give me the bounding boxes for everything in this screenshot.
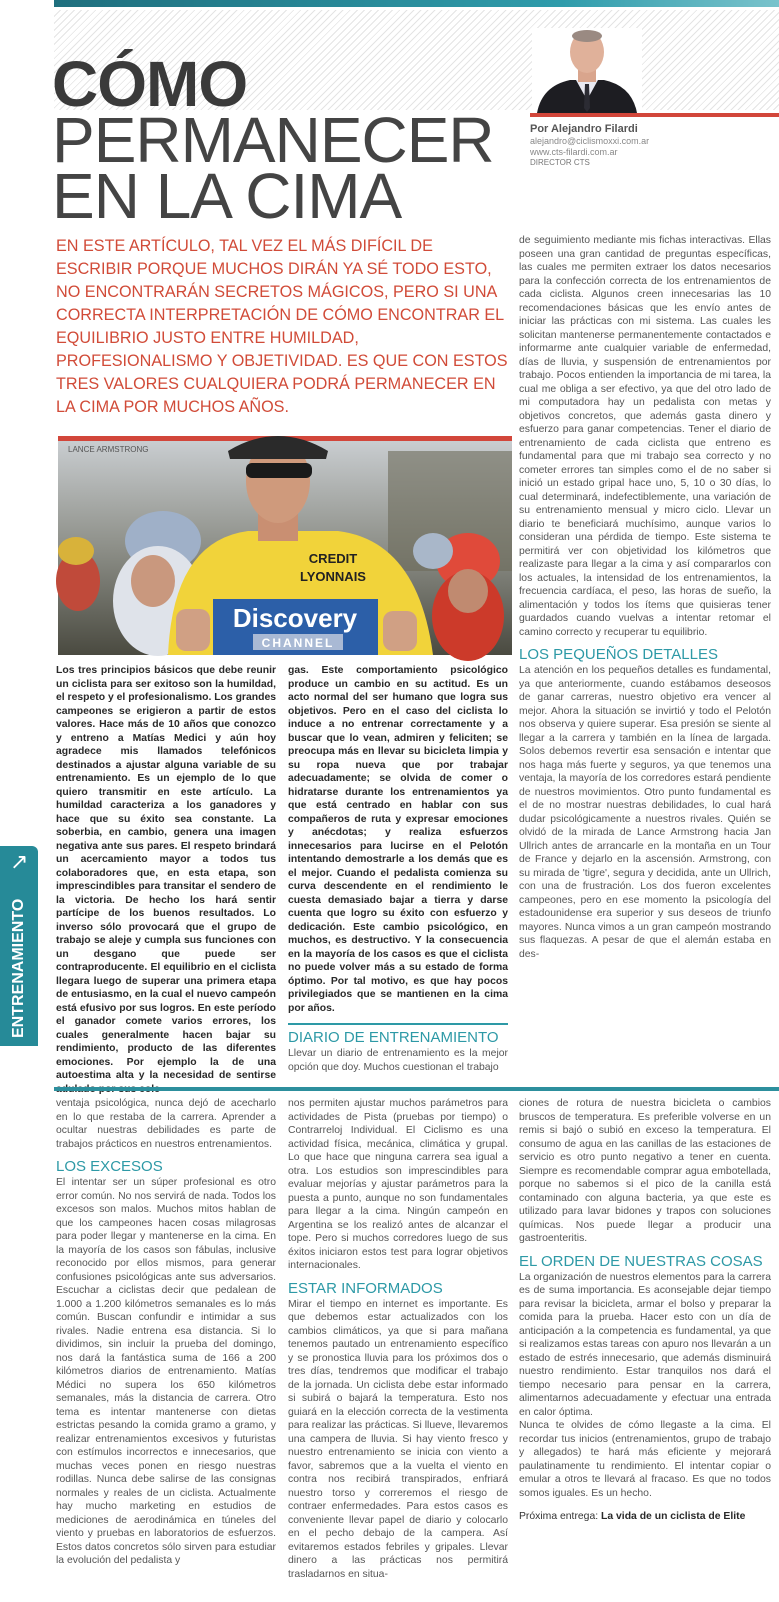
column-2 [288,664,508,1078]
body-paragraph: Mirar el tiempo en internet es importante. Es que debemos estar actualizados con los cambios climáticos, ya que si para mañana tenemos pautado un entrenamiento específico y se pronostica lluvia para los próximos dos o tres días, tendremos que modificar el trabajo de la jornada. Un ciclista debe estar informado si subirá o bajará la temperatura. Esto nos guiará en la elección correcta de la vestimenta para realizar las prácticas. Si llueve, llevaremos una campera de lluvia. Si hay viento fresco y nuestro entrenamiento se inicia con viento a favor, sabremos que a la vuelta el viento en contra nos recibirá transpirados, enfriará nuestro torso y correremos el riesgo de contraer enfermedades. Para estos casos es conveniente llevar papel de diario y colocarlo en el pecho debajo de la campera. Así evitaremos estados febriles y gripales. Llevar dinero a las prácticas nos permitirá trasladarnos en situa- [288,1298,508,1580]
section-tab[interactable] [0,846,38,1046]
author-photo [532,28,642,113]
jersey-credit: CREDIT [308,551,358,566]
page-section-rule [54,1087,779,1091]
next-issue-label: Próxima entrega: [519,1511,599,1522]
heading-informados: ESTAR INFORMADOS [288,1279,443,1297]
title-line-2: PERMANECER [52,104,494,176]
title-line-3: EN LA CIMA [52,160,402,232]
body-paragraph: nos permiten ajustar muchos parámetros para actividades de Pista (pruebas por tiempo) o Contrarreloj Individual. El Ciclismo es una actividad física, mecánica, climática y grupal. Lo que hace que ninguna carrera sea igual a otra. Los estudios son imprescindibles para evaluar mejorías y ajustar parámetros para la puesta a punto, aunque no son fundamentales para llegar a la cima. Ningún campeón en Argentina se los realizó antes de alcanzar el tope. Pero si muchos corredores luego de sus éxitos iniciaron estos test para lograr objetivos internacionales. [288,1098,508,1271]
author-website[interactable]: www.cts-filardi.com.ar [530,147,618,157]
jersey-channel: CHANNEL [261,636,335,650]
column-1 [56,664,276,1081]
body-paragraph: de seguimiento mediante mis fichas interactivas. Ellas poseen una gran cantidad de preguntas específicas, las cuales me permiten extraer los datos necesarios para la confección correcta de los entrenamientos de cada ciclista. Algunos creen innecesarias las 10 recomendaciones básicas que les envío antes de iniciar las prácticas con mi sistema. Las cuales les solicitan mantenerse permanentemente contactados e informarme ante cualquier variable de enfermedad, días de lluvia, y suspensión de entrenamientos por trabajo. Pocos entienden la importancia de mi tarea, la cual me obliga a ser efectivo, ya que del otro lado de mi computadora hay un pedalista con metas y objetivos concretos, que además gasta dinero y esfuerzo para ganar competencias. Tener el diario de entrenamiento de cada ciclista que entreno es fundamental para que mi trabajo sea correcto y no cometer errores tan simples como el de no saber si inició un estado gripal hace uno, 5, 10 o 30 días, lo cual determinará, indefectiblemente, una variación de su entrenamiento mensual y micro ciclo. Llevar un diario te beneficiará muchísimo, aunque varios lo consideran una pérdida de tiempo. Este sistema te permitirá ver con objetividad los kilómetros que realizaste para llegar a la cima y así compararlos con los actuales, la intensidad de los entrenamientos, la frecuencia cardíaca, el peso, las horas de sueño, la alimentación y todos los ítems que quisieras tener guardados cuando vuelvas a intentar retomar el camino correcto y recuperar tu equilibrio. [519,235,771,638]
top-color-bar [54,0,779,7]
author-email[interactable]: alejandro@ciclismoxxi.com.ar [530,136,650,146]
body-paragraph: La organización de nuestros elementos para la carrera es de suma importancia. Es aconsejable dejar tiempo para revisar la bicicleta, armar el bolso y preparar la comida para la prueba. Hacer esto con un día de anticipación a la competencia es fundamental, ya que si realizamos estas tareas con apuro nos llevarán a un estado de estrés innecesario, que además disminuirá nuestro rendimiento. Estar tranquilos nos dará el tiempo necesario para pensar en la carrera, alimentarnos adecuadamente y efectuar una entrada en calor óptima. [519,1271,771,1418]
column-4 [56,1097,276,1597]
body-paragraph: Los tres principios básicos que debe reunir un ciclista para ser exitoso son la humildad, el respeto y el profesionalismo. Los grandes campeones se erigieron a partir de estos valores. Hace más de 10 años que conozco y entreno a Matías Medici y aún hoy agradece mis llamados telefónicos destinados a ajustar alguna variable de su entrenamiento. Es un ejemplo de lo que quiero transmitir en este artículo. La humildad caracteriza a los ganadores y hace que su éxito sea constante. La soberbia, en cambio, genera una imagen negativa ante sus pares. El respeto brindará un acercamiento mayor a todos tus colaboradores que, en esta etapa, son imprescindibles para transitar el sendero de la victoria. De hecho los hará sentir partícipe de los buenos resultados. Lo inverso sólo provocará que el grupo de trabajo se aleje y cumpla sus funciones con un desgano que puede ser contraproducente. El equilibrio en el ciclista llegara luego de superar una primera etapa de entusiasmo, en la cual el nuevo campeón está efusivo por sus logros. En este período el ganador comete varios errores, los cuales generalmente hacen bajar su rendimiento, producto de las diferentes emociones. Por ejemplo la de una autoestima alta y la necesidad de sentirse [56,665,276,1081]
article-title [52,48,522,232]
author-name: Por Alejandro Filardi [530,123,638,135]
next-issue-title: La vida de un ciclista de Elite [601,1511,746,1522]
heading-detalles: LOS PEQUEÑOS DETALLES [519,646,718,663]
body-paragraph: ciones de rotura de nuestra bicicleta o cambios bruscos de temperatura. Es preferible volverse en un remis si bajó o subió en exceso la temperatura. El consumo de agua en las canillas de las estaciones de servicio es otro punto negativo a tener en cuenta. Siempre es recomendable comprar agua embotellada, porque no sabemos si el pico de la canilla está contaminado con alguna bacteria, ya que este es utilizado para lavar bidones y trapos con soluciones químicas. Nos puede llegar a producir una gastroenteritis. [519,1098,771,1244]
body-paragraph: Llevar un diario de entrenamiento es la mejor opción que doy. Muchos cuestionan el trabajo [288,1048,508,1073]
section-divider [288,1023,508,1025]
section-tab-label: ENTRENAMIENTO [10,898,27,1038]
body-paragraph: gas. Este comportamiento psicológico produce un cambio en su actitud. Es un acto normal del ser humano que logra sus objetivos. Pero en el caso del ciclista lo induce a no entrenar correctamente y a buscar que lo vean, admiren y feliciten; se preocupa más en llevar su bicicleta limpia y su ropa nueva que por trabajar adecuadamente; se olvida de comer o hidratarse durante los entrenamientos ya que está centrado en hablar con sus compañeros de ruta y expresar emociones y anécdotas; y realiza esfuerzos innecesarios para lucirse en el Pelotón intentando demostrarle a los demás que es el mejor. Cuando el pedalista comienza su curva descendente en el rendimiento le cuesta demasiado bajar a tierra y darse cuenta que logro su éxito con esfuerzo y dedicación. Este cambio psicológico, en muchos, es destructivo. Y la consecuencia en la mayoría de los casos es que el ciclista no puede volver más a su estado de forma óptimo. Por tal motivo, es que hay pocos privilegiados que se mantienen en la cima por años. [288,665,508,1014]
lance-armstrong-photo [58,436,512,655]
lead-paragraph: EN ESTE ARTÍCULO, TAL VEZ EL MÁS DIFÍCIL DE ESCRIBIR PORQUE MUCHOS DIRÁN YA SÉ TODO ESTO, NO ENCONTRARÁN SECRETOS MÁGICOS, PERO SI UNA CORRECTA INTERPRETACIÓN DE CÓMO ENCONTRAR EL EQUILIBRIO JUSTO ENTRE HUMILDAD, PROFESIONALISMO Y OBJETIVIDAD. ES QUE CON ESTOS TRES VALORES CUALQUIERA PODRÁ PERMANECER EN LA CIMA POR MUCHOS AÑOS. [56,237,508,416]
jersey-lyonnais: LYONNAIS [300,569,366,584]
title-line-1: CÓMO [52,48,248,120]
body-paragraph: ventaja psicológica, nunca dejó de acecharlo en lo que restaba de la carrera. Aprender a ocultar nuestras debilidades es parte de trabajos prácticos en nuestros entrenamientos. [56,1098,276,1150]
jersey-discovery: Discovery [232,603,358,633]
photo-caption: LANCE ARMSTRONG [68,445,149,454]
column-6 [519,1097,771,1597]
heading-diario: DIARIO DE ENTRENAMIENTO [288,1029,499,1046]
heading-excesos: LOS EXCESOS [56,1158,163,1175]
body-paragraph: La atención en los pequeños detalles es fundamental, ya que anteriormente, cuando estábamos deseosos de ganar carreras, nuestro objetivo era vencer al mejor. Ahora la situación se invirtió y todo el Pelotón nos observa y quiere superar. Esa presión se siente al llegar a la carrera y también en la línea de largada. Solos debemos revertir esa sensación e intentar que nos haga más fuerte y seguros, ya que tenemos una ventaja, la mayoría de los corredores estará pendiente de nuestros movimientos. Otro punto fundamental es el de no mostrar nuestras debilidades, lo cual hará dudar psicológicamente a nuestros rivales. Quién se olvidó de la mirada de Lance Armstrong hacia Jan Ullrich antes de arrancarle en la montaña en un Tour de France y dejarlo en la ascensión. Armstrong, con su mirada de 'tigre', segura y decidida, ante un Ullrich, con una de frustración. Los dos fueron excelentes campeones, pero en ese momento la psicología del estadounidense era superior y sus deseos de triunfo mayores. Nunca vimos a un gran campeón mostrando sus flaquezas. A pesar de que el alemán estaba en des- [519,665,771,960]
body-paragraph: El intentar ser un súper profesional es otro error común. No nos servirá de nada. Todos los excesos son malos. Muchos mitos hablan de que los campeones hacen cosas milagrosas para poder llegar y mantenerse en la cima. En la mayoría de los casos son fábulas, inclusive reconocido por ellos mismos, para generar confusiones psicológicas ante sus adversarios. Escuchar a ciclistas decir que pedalean de 1.000 a 1.200 kilómetros semanales es lo más común. Buscan confundir e intimidar a sus rivales. Nadie entrena esa distancia. Si lo dividimos, sin incluir la prueba del domingo, nos dará la fantástica suma de 166 a 200 kilómetros diarios de entrenamiento. Matías Médici no supera los 650 kilómetros semanales, más la distancia de carrera. Otro tema es intentar mantenerse con dietas estrictas pesando la comida gramo a gramo, y realizar entrenamientos excesivos y futuristas con estímulos incorrectos e innecesarios, que muchas veces ponen en riesgo nuestras rodillas. Nunca debe salirse de las consignas normales y reales de un ciclista. Actualmente hay mucho marketing en estudios de mediciones de aerodinámica en túneles del viento y pruebas en laboratorios de esfuerzos. Estos datos concretos sólo sirven para estudiar la evolución del pedalista y [56,1177,276,1566]
column-5 [288,1097,508,1597]
column-3 [519,234,771,1078]
author-role: DIRECTOR CTS [530,158,590,167]
next-issue [519,1510,771,1524]
heading-orden: EL ORDEN DE NUESTRAS COSAS [519,1252,763,1270]
author-divider [530,113,779,117]
arrow-up-right-icon: ↗ [10,850,29,875]
body-paragraph: Nunca te olvides de cómo llegaste a la cima. El recordar tus inicios (entrenamientos, grupo de trabajo y allegados) te hará más eficiente y mejorará paulatinamente tu rendimiento. El intentar copiar o emular a otros te llevará al fracaso. Es que no todos somos iguales. Es un hecho. [519,1420,771,1499]
author-block [530,122,649,168]
